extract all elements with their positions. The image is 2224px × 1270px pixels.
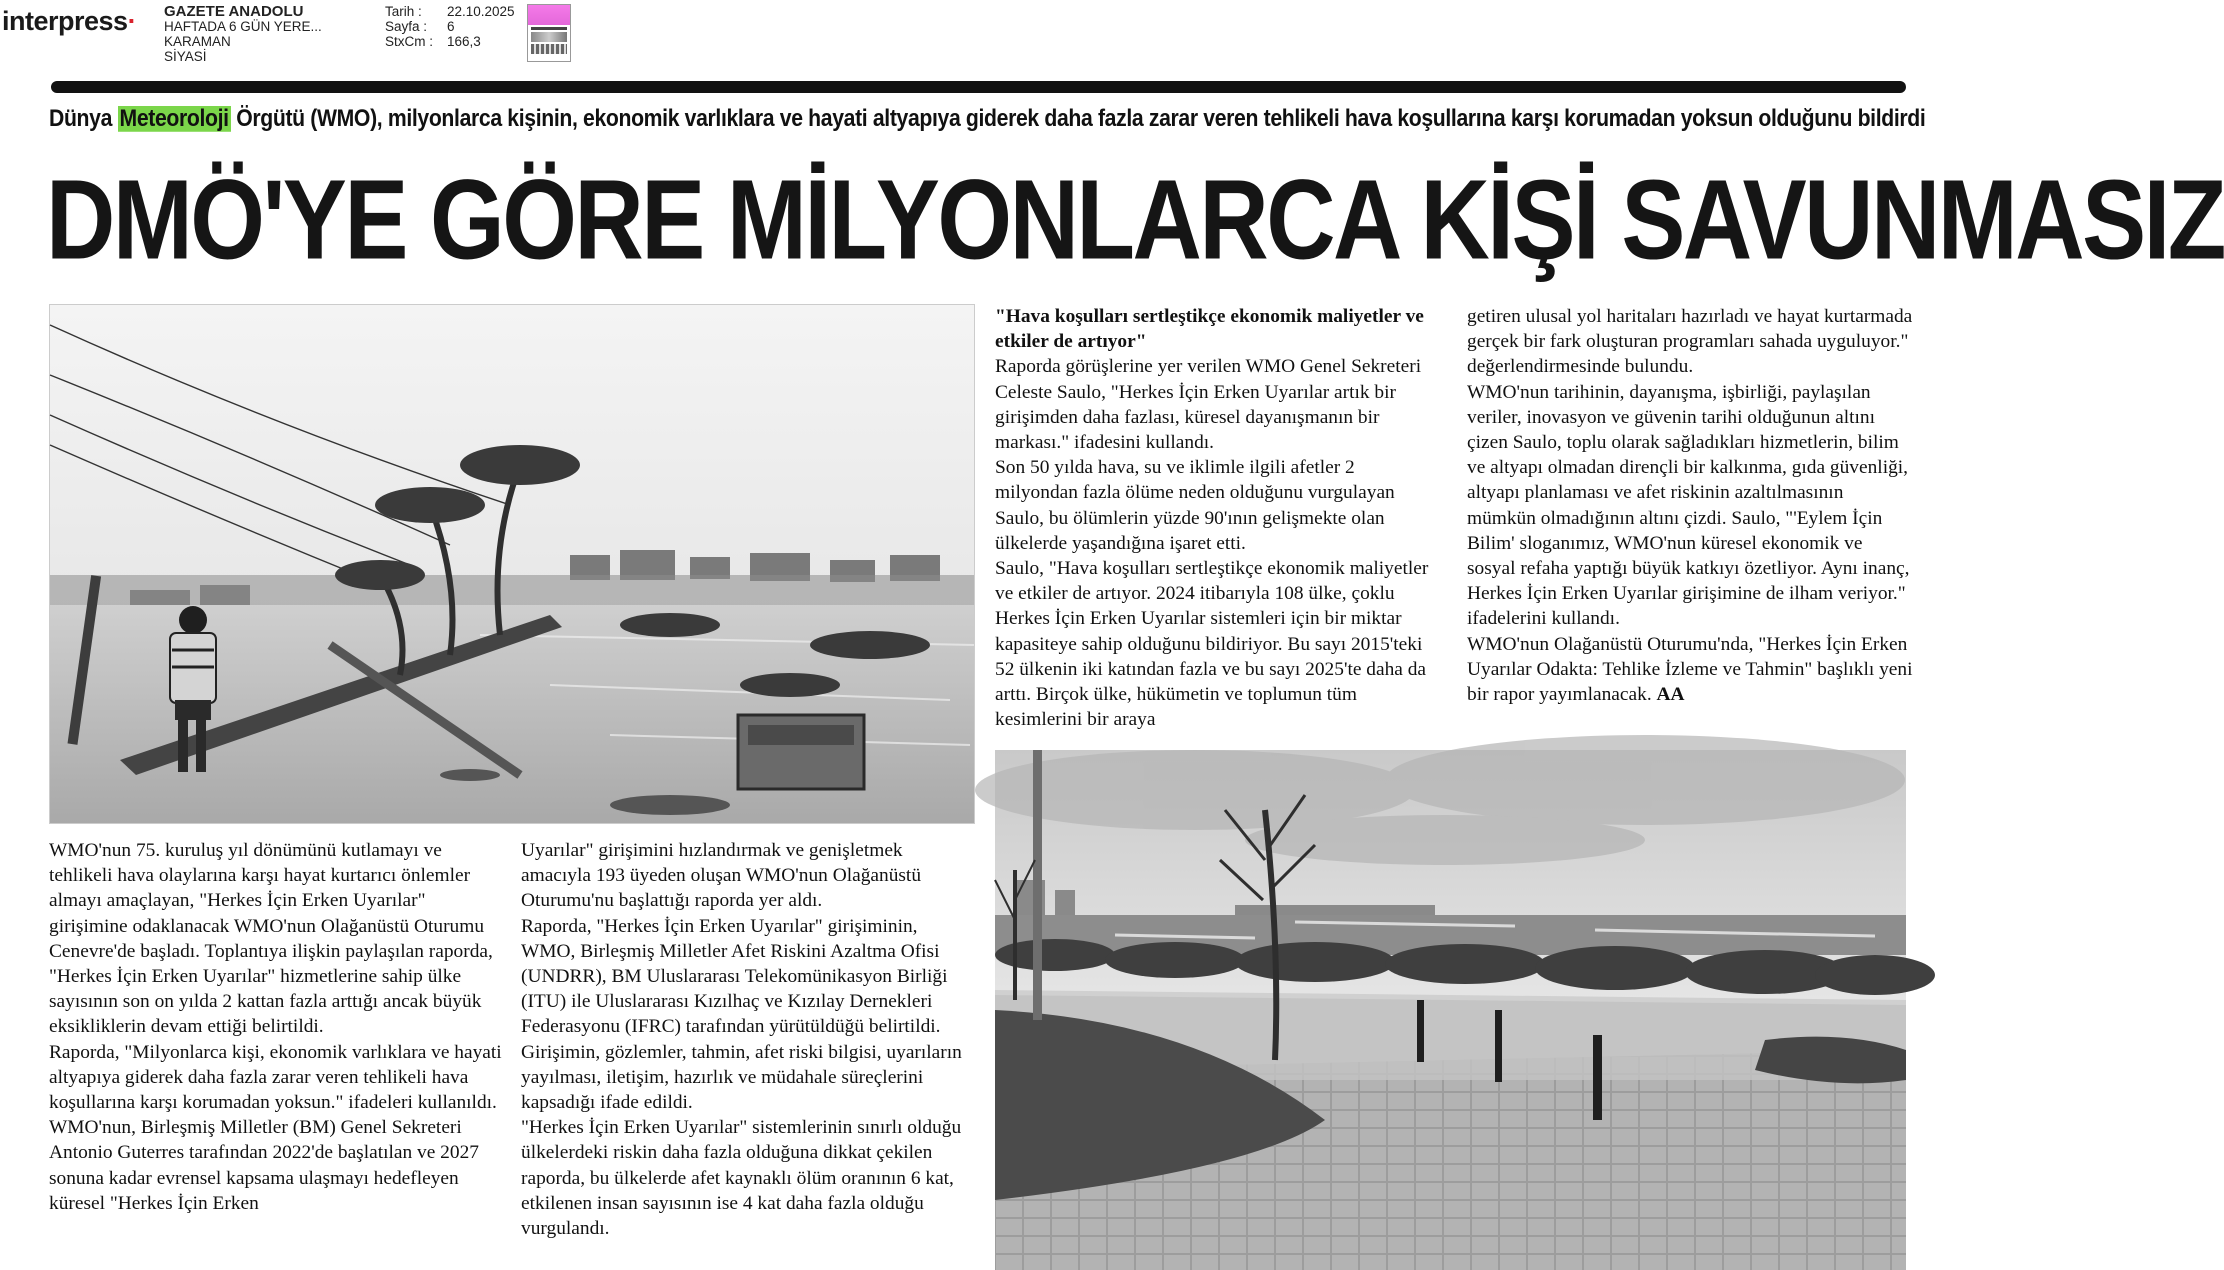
kicker-text-end: Örgütü (WMO), milyonlarca kişinin, ekonomik varlıklara ve hayati altyapıya giderek daha fazla zarar veren tehlikeli hava koşullarına karşı korumadan yoksun olduğunu bildirdi	[230, 106, 1926, 132]
article-headline: DMÖ'YE GÖRE MİLYONLARCA KİŞİ SAVUNMASIZ	[46, 156, 2224, 284]
publication-frequency: HAFTADA 6 GÜN YERE...	[164, 19, 322, 34]
paragraph: Son 50 yılda hava, su ve iklimle ilgili afetler 2 milyondan fazla ölüme neden olduğunu vurgulayan Saulo, bu ölümlerin yüzde 90'ının gelişmekte olan ülkelerde yaşandığına işaret etti.	[995, 457, 1395, 554]
article-subheading: "Hava koşulları sertleştikçe ekonomik maliyetler ve etkiler de artıyor"	[995, 306, 1424, 353]
clipping-meta	[385, 4, 515, 49]
article-column-2	[521, 838, 973, 1241]
paragraph: Girişimin, gözlemler, tahmin, afet riski bilgisi, uyarıların yayılması, iletişim, hazırlık ve müdahale süreçlerini kapsadığı ifade edildi.	[521, 1041, 962, 1114]
paragraph: Saulo, "Hava koşulları sertleştikçe ekonomik maliyetler ve etkiler de artıyor. 2024 itibarıyla 108 ülke, çoklu Herkes İçin Erken Uyarılar sistemleri için bir miktar kapasiteye sahip olduğunu bildiriyor. Bu sayı 2015'teki 52 ülkenin iki katından fazla ve bu sayı 2025'te daha da arttı. Birçok ülke, hükümetin ve toplumun tüm kesimlerini bir araya	[995, 558, 1429, 731]
shore-photo-image	[995, 750, 1906, 1270]
flood-photo-image	[50, 305, 974, 823]
article-kicker	[49, 106, 1926, 133]
page-label: Sayfa :	[385, 19, 428, 34]
interpress-logo	[2, 6, 136, 37]
paragraph: Raporda, "Milyonlarca kişi, ekonomik varlıklara ve hayati altyapıya giderek daha fazla zarar veren tehlikeli hava koşullarına karşı korumadan yoksun." ifadeleri kullanıldı.	[49, 1041, 502, 1114]
thumbnail-text	[531, 44, 567, 54]
date-label: Tarih :	[385, 4, 422, 19]
publication-section: SİYASİ	[164, 49, 207, 64]
article-column-1	[49, 838, 509, 1216]
paragraph: WMO'nun 75. kuruluş yıl dönümünü kutlamayı ve tehlikeli hava olaylarına karşı hayat kurtarıcı önlemler almayı amaçlayan, "Herkes İçin Erken Uyarılar" girişimine odaklanacak WMO'nun Olağanüstü Oturumu Cenevre'de başladı. Toplantıya ilişkin paylaşılan raporda, "Herkes İçin Erken Uyarılar" hizmetlerine sahip ülke sayısının son on yılda 2 kattan fazla arttığı ancak büyük eksikliklerin devam ettiği belirtildi.	[49, 840, 493, 1038]
article-column-4	[1467, 304, 1913, 707]
publication-info	[164, 4, 339, 64]
agency-signature: AA	[1656, 684, 1685, 706]
thumbnail-masthead	[528, 5, 570, 25]
size-row	[385, 34, 515, 49]
flood-photo	[49, 304, 975, 824]
size-label: StxCm :	[385, 34, 434, 49]
paragraph: Raporda, "Herkes İçin Erken Uyarılar" girişiminin, WMO, Birleşmiş Milletler Afet Riskini Azaltma Ofisi (UNDRR), BM Uluslararası Telekomünikasyon Birliği (ITU) ile Uluslararası Kızılhaç ve Kızılay Dernekleri Federasyonu (IFRC) tarafından yürütüldüğü belirtildi.	[521, 915, 948, 1038]
page-value: 6	[447, 19, 455, 34]
article-column-3	[995, 304, 1441, 732]
thumbnail-line	[531, 27, 567, 30]
kicker-text-start: Dünya	[49, 106, 118, 132]
paragraph: WMO'nun, Birleşmiş Milletler (BM) Genel Sekreteri Antonio Guterres tarafından 2022'de başlatılan ve 2027 sonuna kadar evrensel kapsama ulaşmayı hedefleyen küresel "Herkes İçin Erken	[49, 1117, 479, 1214]
page-thumbnail[interactable]	[527, 4, 571, 62]
paragraph: "Herkes İçin Erken Uyarılar" sistemlerinin sınırlı olduğu ülkelerdeki riskin daha fazla olduğuna dikkat çekilen raporda, bu ülkelerde afet kaynaklı ölüm oranının 6 kat, etkilenen insan sayısının ise 4 kat daha fazla olduğu vurgulandı.	[521, 1117, 962, 1240]
paragraph-last	[1467, 632, 1913, 708]
paragraph: WMO'nun tarihinin, dayanışma, işbirliği, paylaşılan veriler, inovasyon ve güvenin tarihi olduğunun altını çizen Saulo, toplu olarak sağladıkları hizmetlerin, bilim ve altyapı olmadan dirençli bir kalkınma, gıda güvenliği, altyapı planlaması ve afet riskinin azaltılmasının mümkün olmadığının altını çizdi. Saulo, "'Eylem İçin Bilim' sloganımız, WMO'nun küresel ekonomik ve sosyal refaha yaptığı büyük katkıyı özetliyor. Aynı inanç, Herkes İçin Erken Uyarılar girişimine de ilham veriyor." ifadelerini kullandı.	[1467, 381, 1910, 630]
date-value: 22.10.2025	[447, 4, 515, 19]
logo-accent-icon: ·	[127, 6, 137, 36]
publication-name: GAZETE ANADOLU	[164, 3, 304, 20]
thumbnail-photo	[531, 32, 567, 42]
logo-text: interpress	[2, 6, 128, 36]
size-value: 166,3	[447, 34, 481, 49]
closing-text: WMO'nun Olağanüstü Oturumu'nda, "Herkes İçin Erken Uyarılar Odakta: Tehlike İzleme ve Tahmin" başlıklı yeni bir rapor yayımlanacak.	[1467, 633, 1913, 706]
publication-city: KARAMAN	[164, 34, 231, 49]
kicker-highlight: Meteoroloji	[119, 106, 229, 132]
paragraph: Raporda görüşlerine yer verilen WMO Genel Sekreteri Celeste Saulo, "Herkes İçin Erken Uyarılar artık bir girişimden daha fazlası, küresel dayanışmanın bir markası." ifadesini kullandı.	[995, 356, 1422, 454]
date-row	[385, 4, 515, 19]
paragraph: Uyarılar" girişimini hızlandırmak ve genişletmek amacıyla 193 üyeden oluşan WMO'nun Olağanüstü Oturumu'nu başlattığı raporda yer aldı.	[521, 840, 922, 912]
paragraph: getiren ulusal yol haritaları hazırladı ve hayat kurtarmada gerçek bir fark oluşturan programları sahada uyguluyor." değerlendirmesinde bulundu.	[1467, 306, 1913, 378]
shore-photo	[995, 750, 1906, 1270]
page-row	[385, 19, 515, 34]
header-rule	[51, 81, 1906, 93]
